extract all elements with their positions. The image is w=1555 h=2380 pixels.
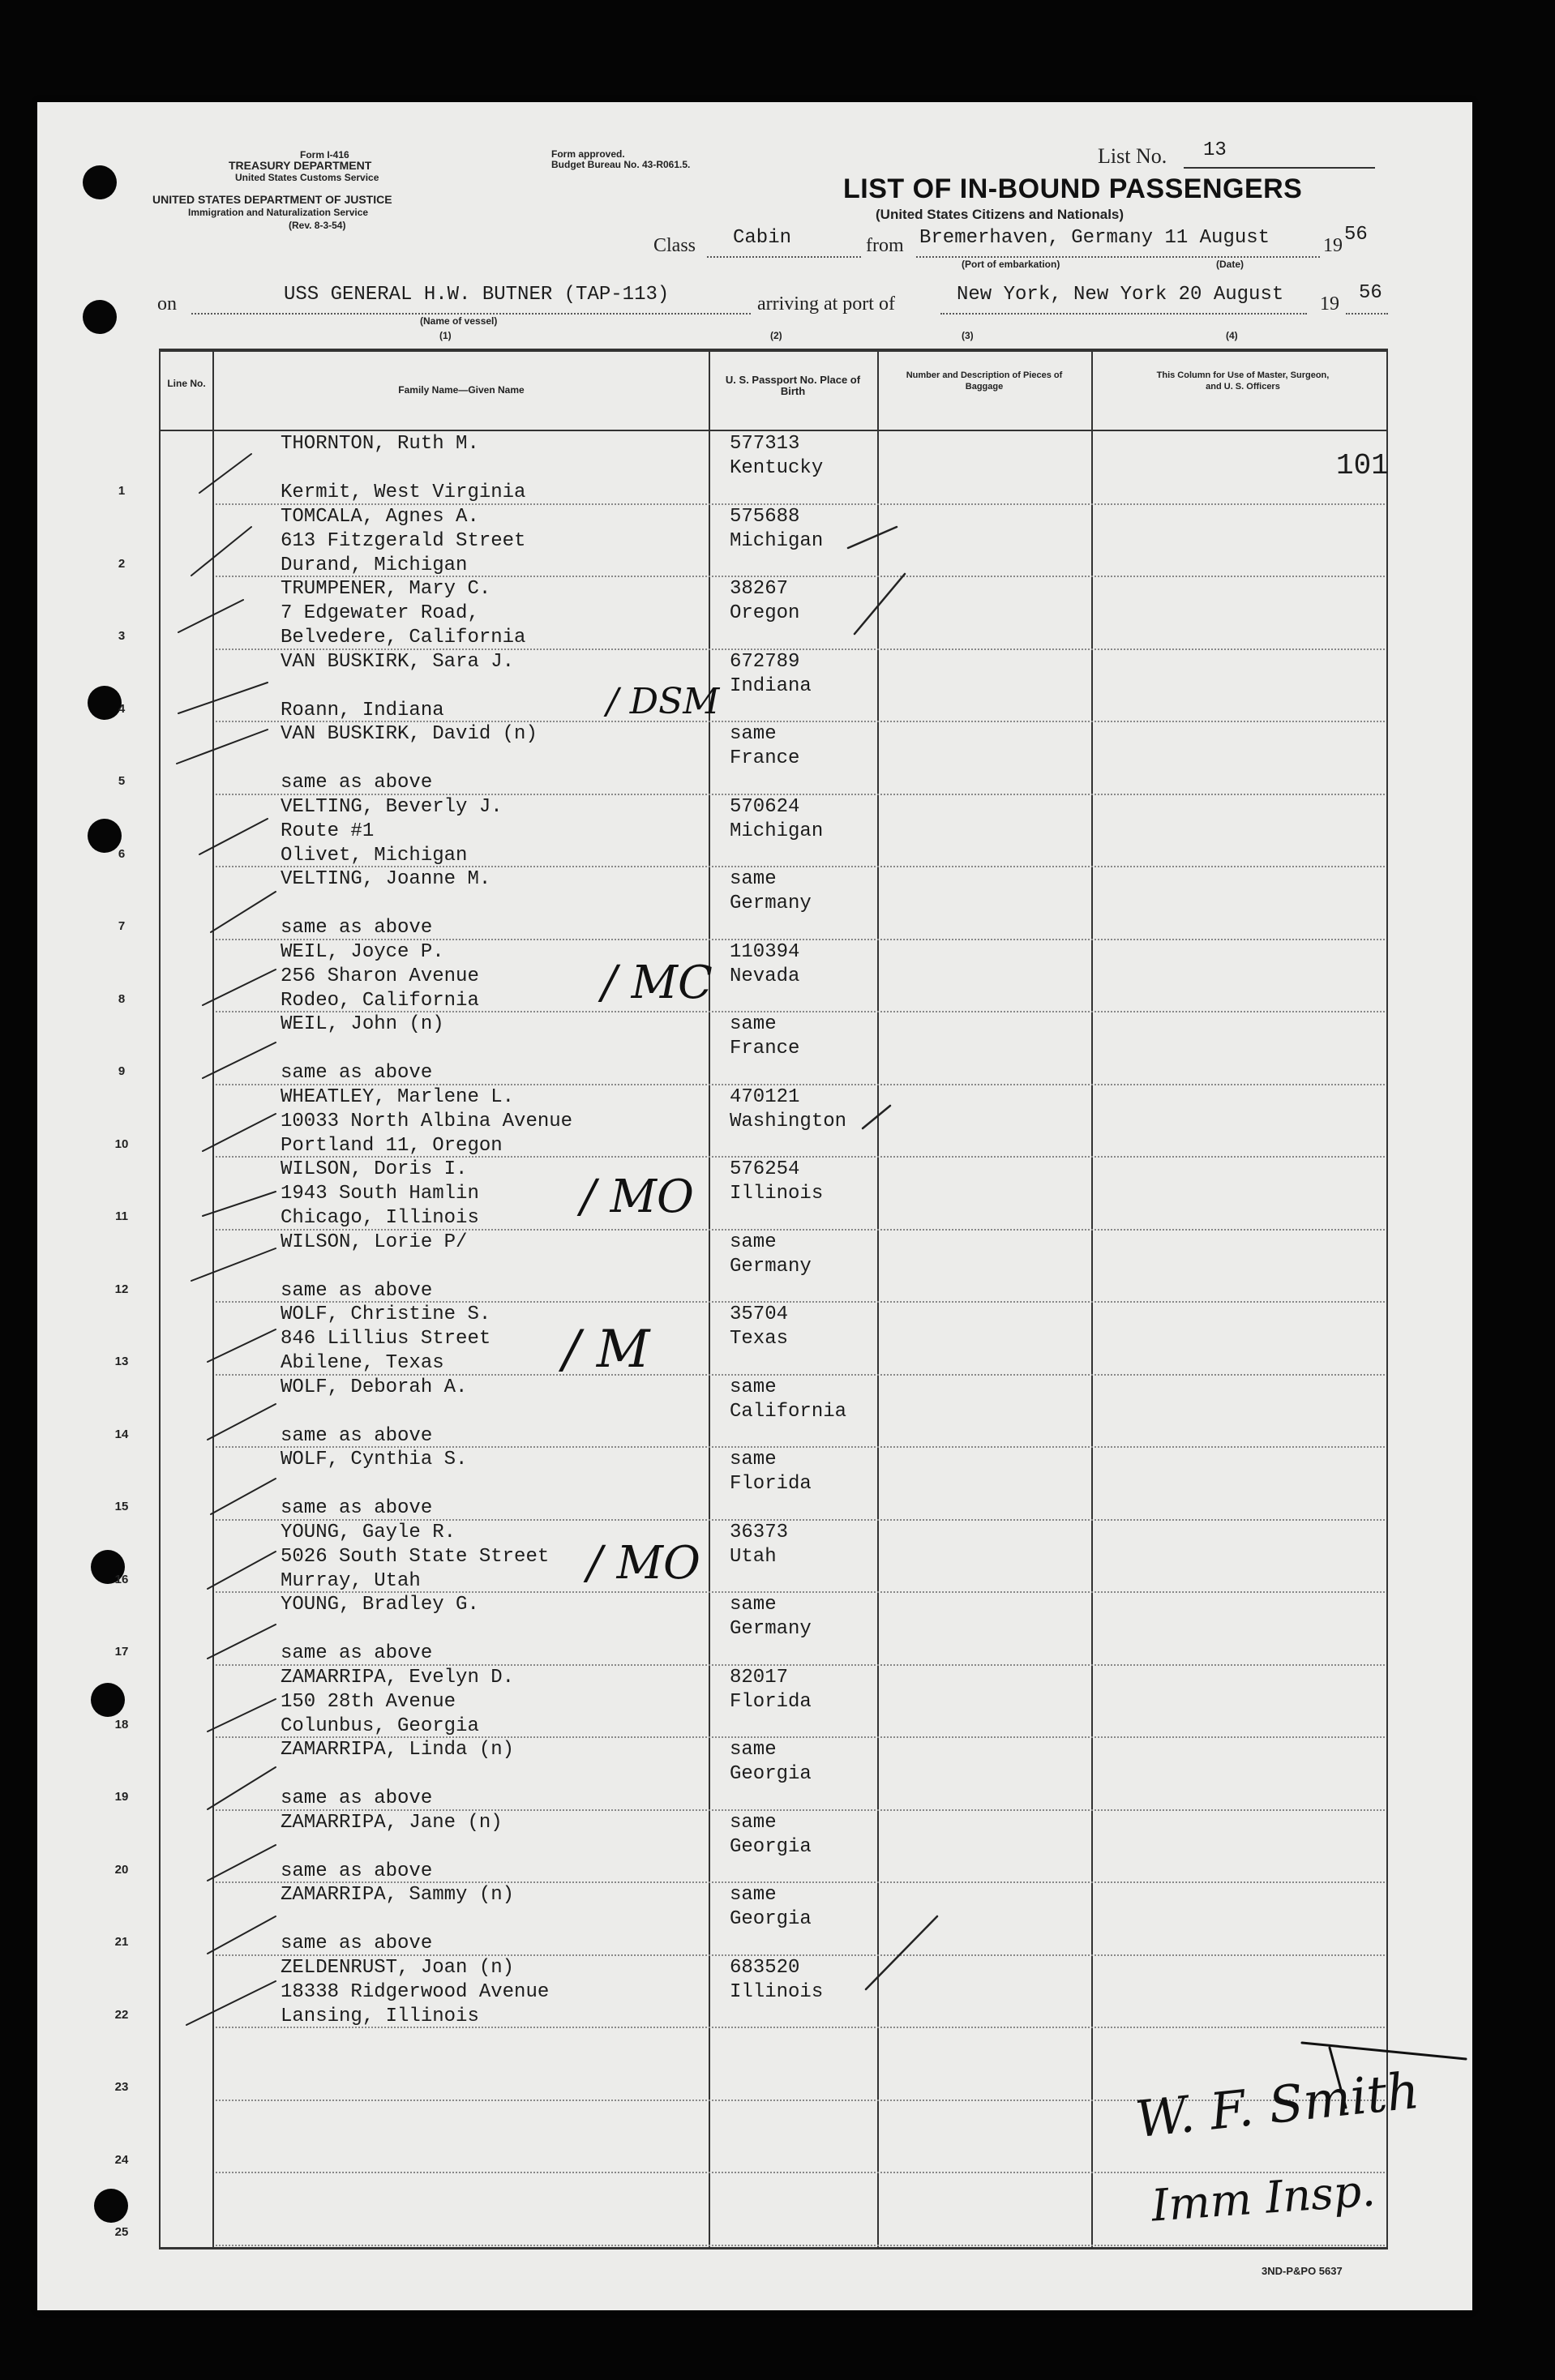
passenger-name: TRUMPENER, Mary C. — [281, 578, 491, 600]
passenger-name: WHEATLEY, Marlene L. — [281, 1085, 515, 1108]
row-number: 12 — [114, 1282, 129, 1296]
row-number: 4 — [118, 701, 126, 716]
place-of-birth: France — [730, 747, 800, 769]
passenger-city: same as above — [281, 772, 433, 794]
col-family-name: Family Name—Given Name — [398, 384, 525, 396]
passenger-name: VELTING, Joanne M. — [281, 868, 491, 890]
place-of-birth: Germany — [730, 1255, 812, 1278]
footer-code: 3ND-P&PO 5637 — [1262, 2265, 1343, 2277]
row-number: 8 — [118, 991, 126, 1006]
from-label: from — [866, 235, 904, 256]
embarkation-value: Bremerhaven, Germany 11 August — [919, 227, 1270, 249]
row-number: 15 — [114, 1500, 129, 1513]
treasury-department: TREASURY DEPARTMENT — [229, 159, 372, 172]
year-value: 56 — [1344, 224, 1368, 246]
handwritten-mark: / MO — [580, 1171, 694, 1223]
list-no-label: List No. — [1098, 144, 1167, 168]
officer-signature: W. F. Smith — [1133, 2060, 1422, 2150]
year2-prefix: 19 — [1320, 293, 1339, 315]
place-of-birth: France — [730, 1038, 800, 1059]
passport-number: 672789 — [730, 650, 800, 673]
page-subtitle: (United States Citizens and Nationals) — [876, 207, 1124, 222]
passenger-name: ZAMARRIPA, Sammy (n) — [281, 1884, 515, 1906]
customs-service: United States Customs Service — [235, 172, 379, 183]
passenger-city: same as above — [281, 1642, 433, 1664]
row-number: 21 — [114, 1935, 129, 1949]
passenger-city: Olivet, Michigan — [281, 844, 468, 867]
passport-number: 576254 — [730, 1158, 800, 1180]
class-label: Class — [653, 235, 696, 256]
date-caption: (Date) — [1216, 259, 1244, 270]
passenger-city: Lansing, Illinois — [281, 2005, 479, 2027]
place-of-birth: California — [730, 1400, 847, 1423]
passport-number: 36373 — [730, 1521, 789, 1543]
place-of-birth: Georgia — [730, 1763, 812, 1785]
passport-number: 110394 — [730, 940, 800, 963]
row-number: 17 — [114, 1645, 129, 1659]
passenger-name: WOLF, Cynthia S. — [281, 1449, 468, 1470]
passport-number: same — [730, 1449, 777, 1470]
passenger-name: VAN BUSKIRK, David (n) — [281, 723, 538, 745]
row-number: 22 — [114, 2007, 129, 2022]
class-value: Cabin — [733, 227, 792, 249]
passenger-name: WOLF, Christine S. — [281, 1303, 491, 1325]
passport-number: 570624 — [730, 795, 800, 818]
passenger-name: WEIL, John (n) — [281, 1013, 444, 1035]
passenger-address: 613 Fitzgerald Street — [281, 529, 526, 552]
passport-number: same — [730, 868, 777, 890]
handwritten-mark: / MC — [602, 957, 713, 1009]
passport-number: 470121 — [730, 1085, 800, 1108]
passenger-city: Roann, Indiana — [281, 699, 444, 721]
row-number: 14 — [114, 1427, 129, 1441]
handwritten-mark: / M — [563, 1320, 650, 1380]
row-rule — [216, 2245, 1385, 2246]
place-of-birth: Washington — [730, 1110, 847, 1132]
place-of-birth: Kentucky — [730, 457, 824, 479]
budget-bureau: Budget Bureau No. 43-R061.5. — [551, 159, 691, 170]
passenger-name: WEIL, Joyce P. — [281, 940, 444, 963]
year2-value: 56 — [1359, 282, 1382, 304]
page-title: LIST OF IN-BOUND PASSENGERS — [843, 173, 1303, 204]
vessel-name: USS GENERAL H.W. BUTNER (TAP-113) — [284, 284, 670, 306]
year-prefix: 19 — [1323, 235, 1343, 256]
passenger-name: YOUNG, Gayle R. — [281, 1521, 456, 1543]
punch-hole — [91, 1683, 125, 1717]
passport-number: same — [730, 1739, 777, 1761]
passenger-name: ZAMARRIPA, Linda (n) — [281, 1739, 515, 1761]
passport-number: same — [730, 1884, 777, 1906]
passport-number: 577313 — [730, 433, 800, 455]
passenger-city: Colunbus, Georgia — [281, 1714, 479, 1737]
row-number: 20 — [114, 1862, 129, 1877]
passenger-city: same as above — [281, 917, 433, 939]
row-number: 1 — [118, 484, 126, 498]
passenger-address: 5026 South State Street — [281, 1545, 550, 1568]
row-number: 3 — [118, 629, 126, 643]
row-rule — [216, 2027, 1385, 2028]
place-of-birth: Florida — [730, 1473, 812, 1495]
handwritten-mark: / MO — [587, 1537, 700, 1590]
row-number: 24 — [114, 2152, 129, 2167]
passport-number: 38267 — [730, 578, 789, 600]
punch-hole — [83, 300, 117, 334]
col-line-no: Line No. — [167, 378, 206, 389]
passenger-address: 256 Sharon Avenue — [281, 965, 479, 987]
passport-number: 683520 — [730, 1956, 800, 1979]
passport-number: same — [730, 1594, 777, 1616]
row-number: 11 — [115, 1209, 128, 1223]
col-passport: U. S. Passport No. Place of Birth — [725, 374, 861, 397]
arriving-label: arriving at port of — [757, 293, 895, 315]
on-label: on — [157, 293, 177, 315]
row-number: 18 — [114, 1717, 129, 1731]
form-number: Form I-416 — [300, 149, 349, 161]
row-number: 16 — [114, 1572, 129, 1586]
passenger-address: Route #1 — [281, 820, 375, 842]
passenger-address: 846 Lillius Street — [281, 1328, 491, 1350]
passenger-name: ZAMARRIPA, Jane (n) — [281, 1811, 503, 1834]
place-of-birth: Nevada — [730, 965, 800, 987]
passenger-city: same as above — [281, 1062, 433, 1084]
passenger-name: VELTING, Beverly J. — [281, 795, 503, 818]
row-number: 19 — [114, 1790, 129, 1804]
passport-number: 82017 — [730, 1666, 789, 1689]
passenger-city: Belvedere, California — [281, 627, 526, 649]
passenger-city: Rodeo, California — [281, 989, 479, 1012]
passenger-city: same as above — [281, 1497, 433, 1519]
col-num-1: (1) — [439, 330, 452, 341]
passenger-city: Durand, Michigan — [281, 554, 468, 576]
place-of-birth: Michigan — [730, 820, 824, 842]
passenger-name: TOMCALA, Agnes A. — [281, 505, 479, 528]
place-of-birth: Germany — [730, 1618, 812, 1640]
form-approved: Form approved. — [551, 148, 625, 160]
passenger-city: same as above — [281, 1279, 433, 1302]
place-of-birth: Utah — [730, 1545, 777, 1568]
passenger-city: Kermit, West Virginia — [281, 482, 526, 503]
passenger-name: ZAMARRIPA, Evelyn D. — [281, 1666, 515, 1689]
passport-number: 35704 — [730, 1303, 789, 1325]
passenger-address: 18338 Ridgerwood Avenue — [281, 1980, 550, 2003]
col-num-4: (4) — [1226, 330, 1238, 341]
passenger-city: same as above — [281, 1424, 433, 1447]
row-number: 5 — [118, 774, 126, 788]
passport-number: same — [730, 1013, 777, 1035]
passenger-name: THORNTON, Ruth M. — [281, 433, 479, 455]
passenger-name: WILSON, Doris I. — [281, 1158, 468, 1180]
revision-date: (Rev. 8-3-54) — [289, 220, 346, 231]
place-of-birth: Indiana — [730, 674, 812, 697]
place-of-birth: Georgia — [730, 1908, 812, 1930]
place-of-birth: Florida — [730, 1690, 812, 1713]
passenger-name: ZELDENRUST, Joan (n) — [281, 1956, 515, 1979]
row-number: 2 — [118, 556, 126, 571]
passenger-city: Murray, Utah — [281, 1569, 421, 1592]
passenger-address: 10033 North Albina Avenue — [281, 1110, 573, 1132]
passenger-name: WOLF, Deborah A. — [281, 1376, 468, 1398]
row-number: 10 — [114, 1136, 129, 1151]
passport-number: same — [730, 723, 777, 745]
vessel-caption: (Name of vessel) — [420, 315, 498, 327]
passenger-address: 7 Edgewater Road, — [281, 602, 479, 624]
col-num-2: (2) — [770, 330, 782, 341]
place-of-birth: Illinois — [730, 1183, 824, 1205]
passport-number: same — [730, 1376, 777, 1398]
passenger-city: Chicago, Illinois — [281, 1207, 479, 1229]
list-no-value: 13 — [1203, 139, 1227, 161]
passenger-city: same as above — [281, 1860, 433, 1882]
passport-number: same — [730, 1231, 777, 1253]
passport-number: 575688 — [730, 505, 800, 528]
col-officers: This Column for Use of Master, Surgeon, and U. S. Officers — [1156, 370, 1330, 392]
annotation-101: 101 — [1336, 449, 1389, 482]
punch-hole — [94, 2189, 128, 2223]
officer-title: Imm Insp. — [1150, 2164, 1377, 2232]
place-of-birth: Oregon — [730, 602, 800, 624]
passport-number: same — [730, 1811, 777, 1834]
passenger-city: same as above — [281, 1787, 433, 1809]
row-number: 13 — [114, 1355, 129, 1368]
place-of-birth: Illinois — [730, 1980, 824, 2003]
place-of-birth: Michigan — [730, 529, 824, 552]
justice-department: UNITED STATES DEPARTMENT OF JUSTICE — [152, 193, 392, 206]
place-of-birth: Georgia — [730, 1835, 812, 1858]
passenger-address: 150 28th Avenue — [281, 1690, 456, 1713]
arrival-value: New York, New York 20 August — [957, 284, 1284, 306]
row-number: 25 — [114, 2225, 129, 2239]
punch-hole — [83, 165, 117, 199]
passenger-city: same as above — [281, 1933, 433, 1954]
handwritten-mark: / DSM — [606, 681, 720, 722]
row-number: 23 — [114, 2080, 129, 2094]
passenger-city: Abilene, Texas — [281, 1352, 444, 1374]
embark-caption: (Port of embarkation) — [962, 259, 1060, 270]
col-num-3: (3) — [962, 330, 974, 341]
passenger-address: 1943 South Hamlin — [281, 1183, 479, 1205]
passenger-name: WILSON, Lorie P/ — [281, 1231, 468, 1253]
row-number: 7 — [118, 919, 126, 933]
place-of-birth: Germany — [730, 892, 812, 914]
row-number: 6 — [118, 846, 126, 861]
passenger-name: VAN BUSKIRK, Sara J. — [281, 650, 515, 673]
passenger-name: YOUNG, Bradley G. — [281, 1594, 479, 1616]
row-number: 9 — [118, 1064, 126, 1078]
passenger-city: Portland 11, Oregon — [281, 1134, 503, 1157]
col-baggage: Number and Description of Pieces of Baggage — [906, 370, 1063, 392]
ins-service: Immigration and Naturalization Service — [188, 207, 369, 218]
place-of-birth: Texas — [730, 1328, 789, 1350]
row-rule — [216, 2172, 1385, 2173]
